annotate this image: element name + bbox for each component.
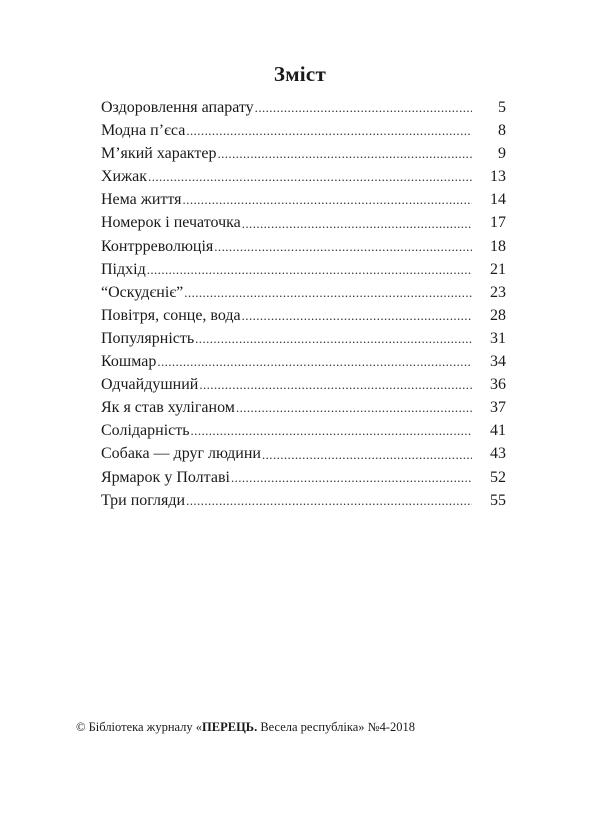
- toc-entry: [101, 165, 506, 188]
- toc-entry-leader-area: [101, 281, 472, 304]
- toc-entry-leader-area: [101, 211, 472, 234]
- toc-entry-page-number: 23: [490, 283, 506, 301]
- toc-entry: [101, 211, 506, 234]
- toc-entry-title: Одчайдушний: [101, 376, 199, 394]
- footer-rest: Весела республіка» №4-2018: [257, 720, 416, 734]
- toc-entry: [101, 373, 506, 396]
- toc-entry-leader-area: [101, 258, 472, 281]
- toc-entry-page-number: 5: [498, 99, 506, 116]
- toc-dot-leader: [241, 304, 472, 327]
- table-of-contents: [101, 96, 506, 512]
- toc-entry-page-number: 52: [490, 468, 506, 486]
- toc-dot-leader: [254, 96, 472, 119]
- toc-entry-page-number: 8: [498, 122, 506, 140]
- toc-entry-title: Три погляди: [101, 491, 186, 509]
- toc-entry-leader-area: [101, 142, 472, 165]
- toc-entry-page-number: 43: [490, 445, 506, 463]
- footer-brand: ПЕРЕЦЬ.: [202, 720, 258, 734]
- toc-entry-leader-area: [101, 304, 472, 327]
- toc-entry-title: Нема життя: [101, 191, 182, 209]
- toc-entry: [101, 327, 506, 350]
- toc-entry-page-number: 28: [490, 306, 506, 324]
- toc-entry: [101, 96, 506, 119]
- toc-entry-page-number: 41: [490, 422, 506, 440]
- toc-dot-leader: [216, 142, 472, 165]
- toc-dot-leader: [190, 419, 472, 442]
- page-title: Зміст: [273, 62, 327, 86]
- toc-entry: [101, 188, 506, 211]
- toc-dot-leader: [146, 258, 472, 281]
- toc-entry-title: Контрреволюція: [101, 237, 214, 255]
- toc-dot-leader: [183, 281, 472, 304]
- toc-entry-leader-area: [101, 119, 472, 142]
- toc-entry-page-number: 36: [490, 376, 506, 394]
- toc-entry-leader-area: [101, 96, 472, 119]
- toc-entry-page-number: 14: [490, 191, 506, 209]
- toc-dot-leader: [185, 489, 472, 512]
- toc-dot-leader: [156, 350, 472, 373]
- toc-entry-leader-area: [101, 327, 472, 350]
- toc-entry-title: Собака — друг людини: [101, 445, 261, 463]
- toc-entry-leader-area: [101, 466, 472, 489]
- toc-entry-page-number: 13: [490, 168, 506, 186]
- toc-entry-title: Ярмарок у Полтаві: [101, 468, 230, 486]
- toc-dot-leader: [147, 165, 472, 188]
- toc-dot-leader: [185, 119, 472, 142]
- toc-dot-leader: [213, 235, 472, 258]
- toc-entry-leader-area: [101, 188, 472, 211]
- toc-dot-leader: [198, 373, 472, 396]
- toc-entry: [101, 142, 506, 165]
- toc-entry: [101, 350, 506, 373]
- toc-entry: [101, 396, 506, 419]
- toc-entry-leader-area: [101, 373, 472, 396]
- toc-entry-title: Підхід: [101, 260, 146, 278]
- toc-entry-title: Хижак: [101, 168, 148, 186]
- toc-dot-leader: [230, 466, 472, 489]
- toc-dot-leader: [261, 442, 472, 465]
- toc-entry-leader-area: [101, 442, 472, 465]
- toc-entry-title: Номерок і печаточка: [101, 214, 241, 232]
- toc-entry-page-number: 18: [490, 237, 506, 255]
- toc-dot-leader: [235, 396, 472, 419]
- toc-entry-leader-area: [101, 235, 472, 258]
- toc-entry-page-number: 55: [490, 491, 506, 509]
- toc-entry: [101, 442, 506, 465]
- toc-entry-title: Кошмар: [101, 353, 157, 371]
- toc-entry-leader-area: [101, 165, 472, 188]
- toc-entry-title: “Оскудєніє”: [101, 283, 184, 301]
- toc-entry-page-number: 21: [490, 260, 506, 278]
- toc-entry: [101, 281, 506, 304]
- toc-entry-title: Солідарність: [101, 422, 190, 440]
- toc-entry-leader-area: [101, 396, 472, 419]
- toc-entry-page-number: 31: [490, 329, 506, 347]
- toc-entry: [101, 489, 506, 512]
- toc-entry: [101, 258, 506, 281]
- toc-entry-leader-area: [101, 350, 472, 373]
- toc-entry-title: Повітря, сонце, вода: [101, 306, 241, 324]
- footer: [76, 720, 415, 735]
- toc-entry-leader-area: [101, 419, 472, 442]
- toc-entry-page-number: 17: [490, 214, 506, 232]
- toc-entry-title: Модна п’єса: [101, 122, 186, 140]
- footer-copyright: © Бібліотека журналу «: [76, 720, 203, 734]
- toc-entry: [101, 119, 506, 142]
- toc-dot-leader: [241, 211, 472, 234]
- toc-entry-leader-area: [101, 489, 472, 512]
- toc-entry-title: Оздоровлення апарату: [101, 99, 254, 116]
- toc-dot-leader: [182, 188, 472, 211]
- toc-entry-page-number: 34: [490, 353, 506, 371]
- toc-entry: [101, 304, 506, 327]
- toc-entry: [101, 419, 506, 442]
- toc-dot-leader: [194, 327, 472, 350]
- toc-entry-title: Популярність: [101, 329, 195, 347]
- toc-entry-title: Як я став хуліганом: [101, 399, 235, 417]
- toc-entry-page-number: 9: [498, 145, 506, 163]
- toc-entry: [101, 235, 506, 258]
- toc-entry: [101, 466, 506, 489]
- toc-entry-title: М’який характер: [101, 145, 217, 163]
- toc-entry-page-number: 37: [490, 399, 506, 417]
